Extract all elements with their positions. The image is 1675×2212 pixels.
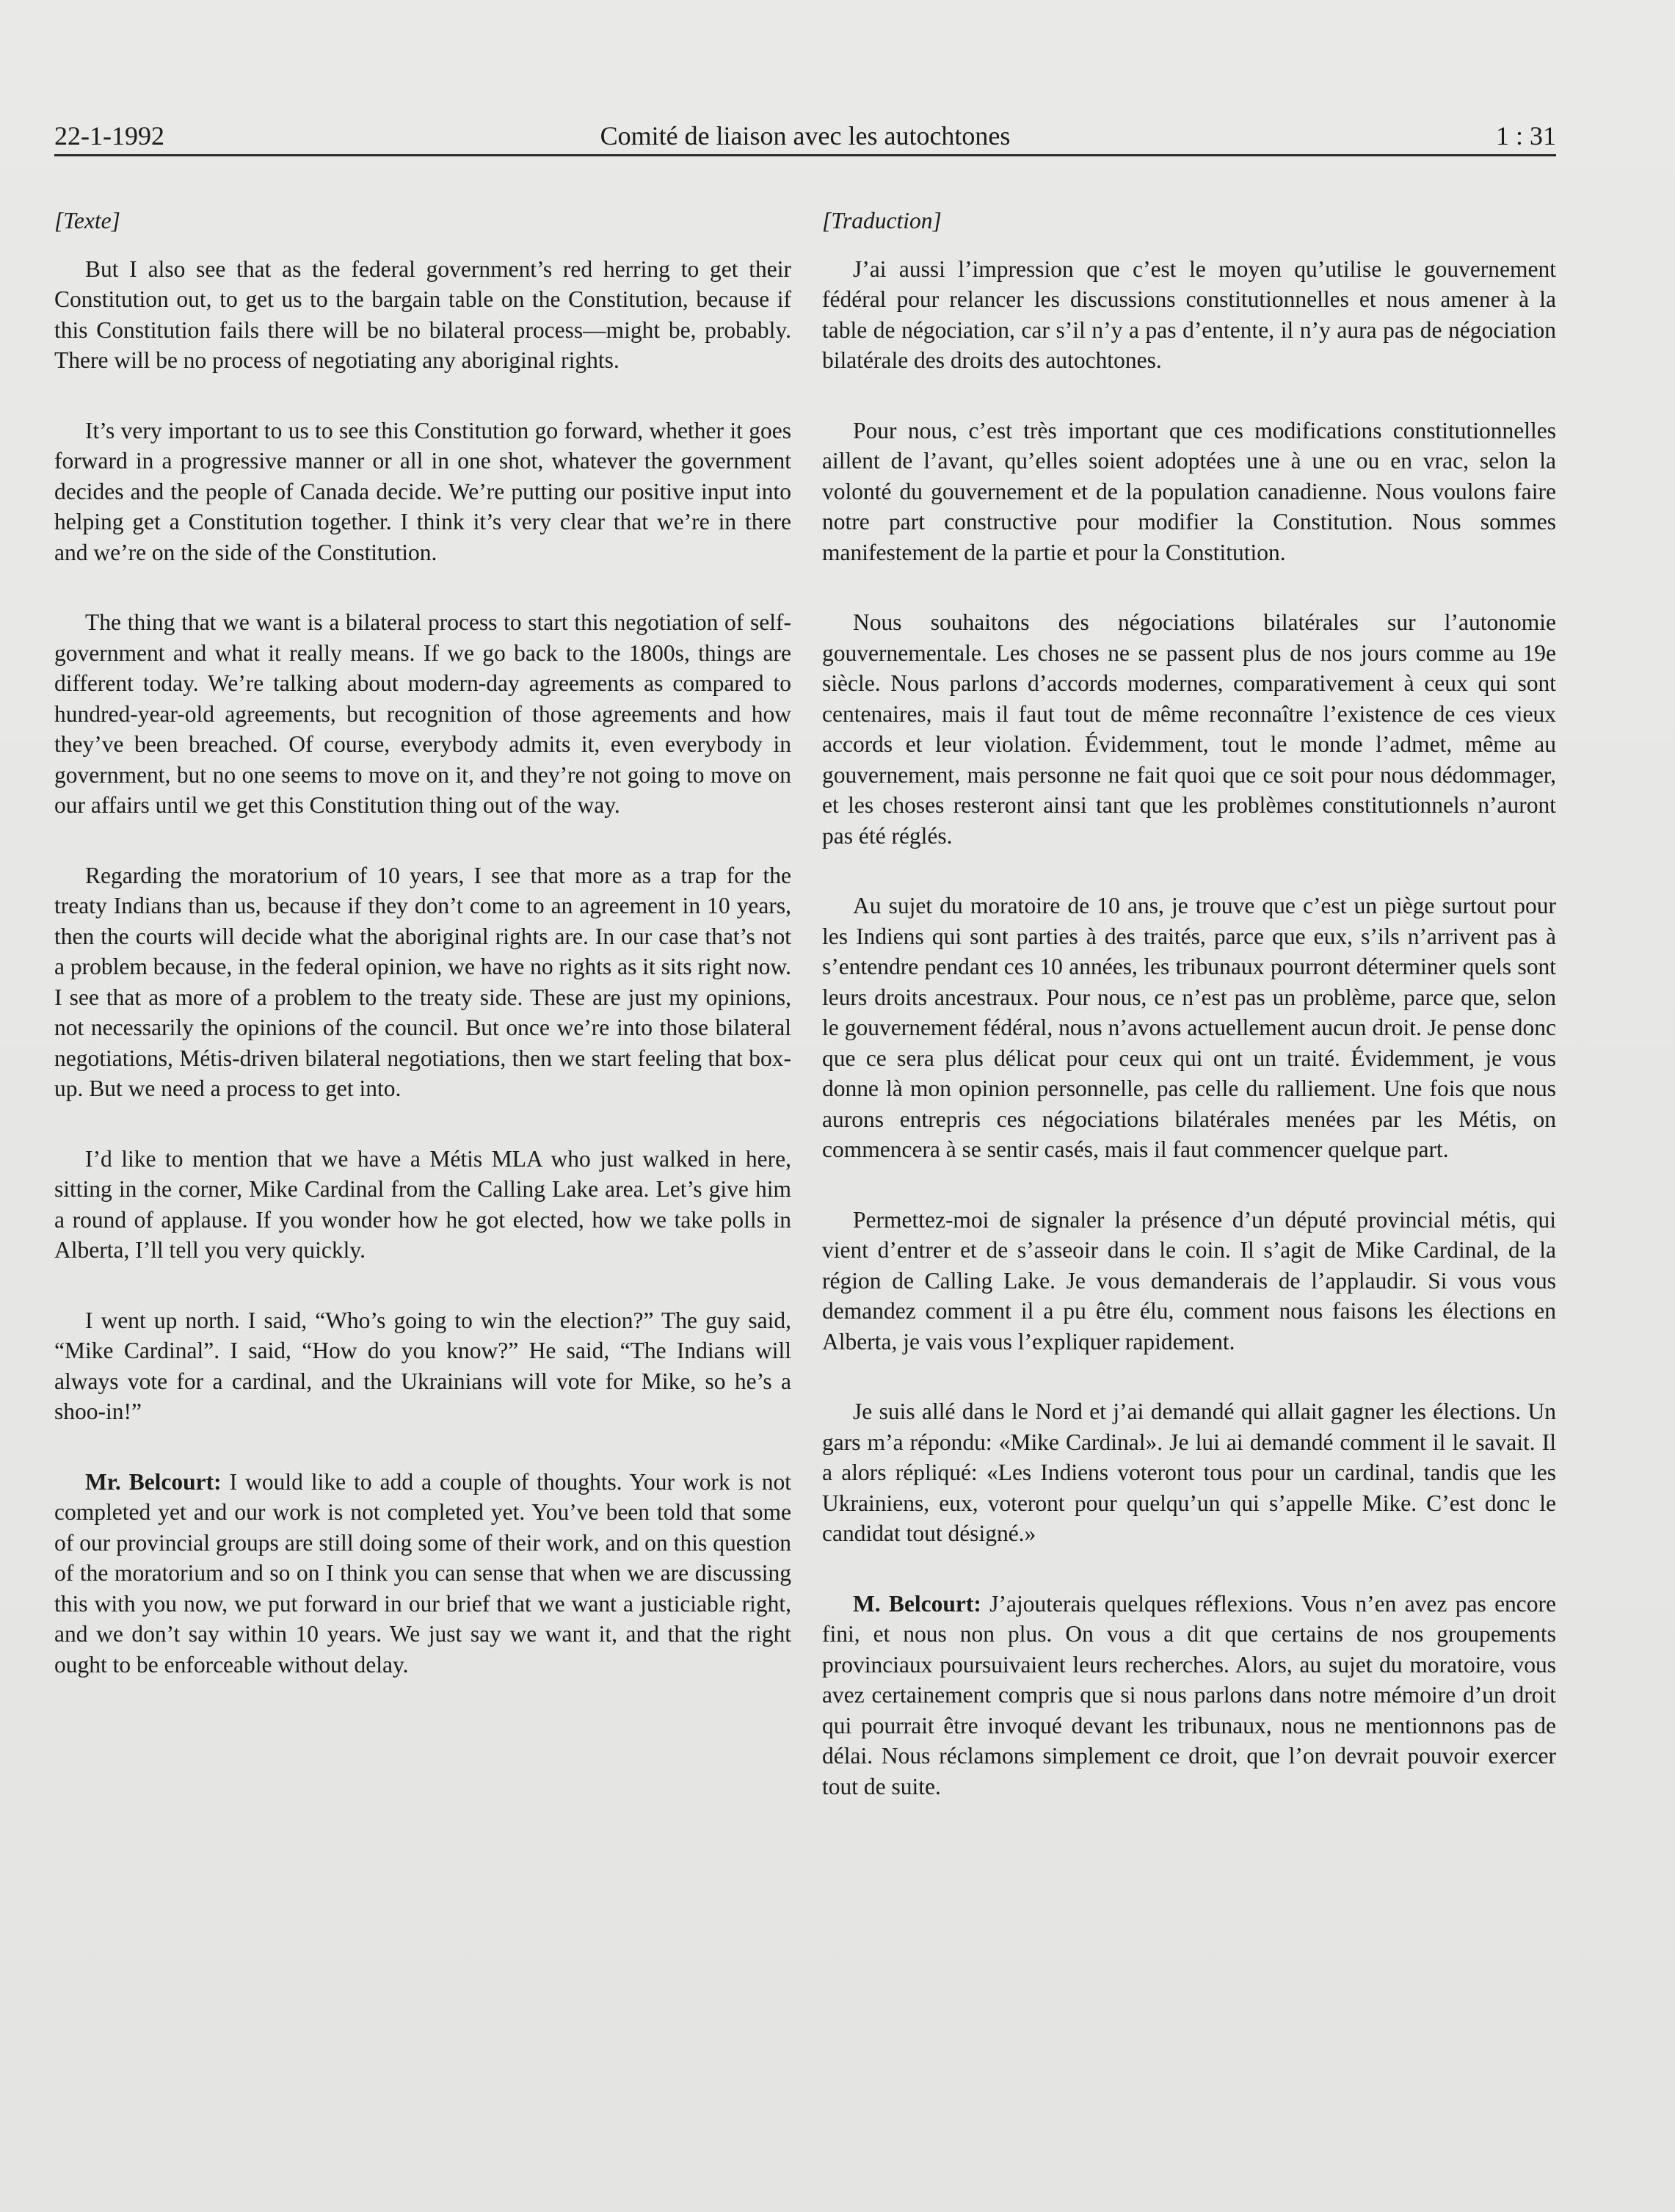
speaker-paragraph	[822, 1589, 1556, 1802]
header-rule	[54, 154, 1556, 156]
paragraph: Au sujet du moratoire de 10 ans, je trouve que c’est un piège surtout pour les Indiens qui sont parties à des traités, parce que eux, s’ils n’arrivent pas à s’entendre pendant ces 10 années, les tribunaux pourront déterminer quels sont leurs droits ancestraux. Pour nous, ce n’est pas un problème, parce que, selon le gouvernement fédéral, nous n’avons actuellement aucun droit. Je pense donc que ce sera plus délicat pour ceux qui ont un traité. Évidemment, je vous donne là mon opinion personnelle, pas celle du ralliement. Une fois que nous aurons entrepris ces négociations bilatérales menées par les Métis, on commencera à se sentir casés, mais il faut commencer quelque part.	[822, 893, 1556, 1162]
paragraph: I went up north. I said, “Who’s going to win the election?” The guy said, “Mike Cardinal”. I said, “How do you know?” He said, “The Indians will always vote for a cardinal, and the Ukrainians will vote for Mike, so he’s a shoo-in!”	[54, 1307, 791, 1424]
speaker-paragraph	[54, 1467, 791, 1680]
header-page-number: 1 : 31	[1495, 121, 1556, 151]
paragraph: Pour nous, c’est très important que ces modifications constitutionnelles aillent de l’avant, qu’elles soient adoptées une à une ou en vrac, selon la volonté du gouvernement et de la population canadienne. Nous voulons faire notre part constructive pour modifier la Constitution. Nous sommes manifestement de la partie et pour la Constitution.	[822, 417, 1556, 565]
column-tag: [Texte]	[54, 208, 120, 233]
paragraph: J’ai aussi l’impression que c’est le moyen qu’utilise le gouvernement fédéral pour relancer les discussions constitutionnelles et nous amener à la table de négociation, car s’il n’y a pas d’entente, il n’y aura pas de négociation bilatérale des droits des autochtones.	[822, 255, 1556, 373]
french-column	[822, 206, 1556, 1841]
speaker-text: I would like to add a couple of thoughts. Your work is not completed yet and our work is not completed yet. You’ve been told that some of our provincial groups are still doing some of their work, and on this question of the moratorium and so on I think you can sense that when we are discussing this with you now, we put forward in our brief that we want a justiciable right, and we don’t say within 10 years. We just say we want it, and that the right ought to be enforceable without delay.	[54, 1468, 792, 1678]
paragraph: The thing that we want is a bilateral process to start this negotiation of self-government and what it really means. If we go back to the 1800s, things are different today. We’re talking about modern-day agreements as compared to hundred-year-old agreements, but recognition of those agreements and how they’ve been breached. Of course, everybody admits it, even everybody in government, but no one seems to move on it, and they’re not going to move on our affairs until we get this Constitution thing out of the way.	[54, 609, 791, 818]
column-tag: [Traduction]	[822, 208, 942, 233]
speaker-text: J’ajouterais quelques réflexions. Vous n’en avez pas encore fini, et nous non plus. On vous a dit que certains de nos groupements provinciaux poursuivaient leurs recherches. Alors, au sujet du moratoire, vous avez certainement compris que si nous parlons dans notre mémoire d’un droit qui pourrait être invoqué devant les tribunaux, nous ne mentionnons pas de délai. Nous réclamons simplement ce droit, que l’on devrait pouvoir exercer tout de suite.	[822, 1590, 1557, 1799]
paragraph: Permettez-moi de signaler la présence d’un député provincial métis, qui vient d’entrer et de s’asseoir dans le coin. Il s’agit de Mike Cardinal, de la région de Calling Lake. Je vous demanderais de l’applaudir. Si vous vous demandez comment il a pu être élu, comment nous faisons les élections en Alberta, je vais vous l’expliquer rapidement.	[822, 1206, 1556, 1355]
header-date: 22-1-1992	[54, 121, 164, 151]
paragraph: Regarding the moratorium of 10 years, I see that more as a trap for the treaty Indians than us, because if they don’t come to an agreement in 10 years, then the courts will decide what the aboriginal rights are. In our case that’s not a problem because, in the federal opinion, we have no rights as it sits right now. I see that as more of a problem to the treaty side. These are just my opinions, not necessarily the opinions of the council. But once we’re into those bilateral negotiations, Métis-driven bilateral negotiations, then we start feeling that box-up. But we need a process to get into.	[54, 862, 791, 1101]
header-title: Comité de liaison avec les autochtones	[600, 121, 1011, 151]
speaker-name: Mr. Belcourt:	[85, 1468, 222, 1495]
english-column	[54, 206, 791, 1719]
speaker-name: M. Belcourt:	[853, 1590, 981, 1617]
paragraph: It’s very important to us to see this Constitution go forward, whether it goes forward in a progressive manner or all in one shot, whatever the government decides and the people of Canada decide. We’re putting our positive input into helping get a Constitution together. I think it’s very clear that we’re in there and we’re on the side of the Constitution.	[54, 417, 791, 565]
paragraph: Je suis allé dans le Nord et j’ai demandé qui allait gagner les élections. Un gars m’a répondu: «Mike Cardinal». Je lui ai demandé comment il le savait. Il a alors répliqué: «Les Indiens voteront tous pour un cardinal, tandis que les Ukrainiens, eux, voteront pour quelqu’un qui s’appelle Mike. C’est donc le candidat tout désigné.»	[822, 1399, 1556, 1546]
paragraph: Nous souhaitons des négociations bilatérales sur l’autonomie gouvernementale. Les choses ne se passent plus de nos jours comme au 19e siècle. Nous parlons d’accords modernes, comparativement à ceux qui sont centenaires, mais il faut tout de même reconnaître l’existence de ces vieux accords et leur violation. Évidemment, tout le monde l’admet, même au gouvernement, mais personne ne fait quoi que ce soit pour nous dédommager, et les choses resteront ainsi tant que les problèmes constitutionnels n’auront pas été réglés.	[822, 609, 1556, 849]
page-header	[54, 117, 1556, 154]
paragraph: I’d like to mention that we have a Métis MLA who just walked in here, sitting in the corner, Mike Cardinal from the Calling Lake area. Let’s give him a round of applause. If you wonder how he got elected, how we take polls in Alberta, I’ll tell you very quickly.	[54, 1145, 791, 1263]
paragraph: But I also see that as the federal government’s red herring to get their Constitution out, to get us to the bargain table on the Constitution, because if this Constitution fails there will be no bilateral process—might be, probably. There will be no process of negotiating any aboriginal rights.	[54, 255, 791, 373]
